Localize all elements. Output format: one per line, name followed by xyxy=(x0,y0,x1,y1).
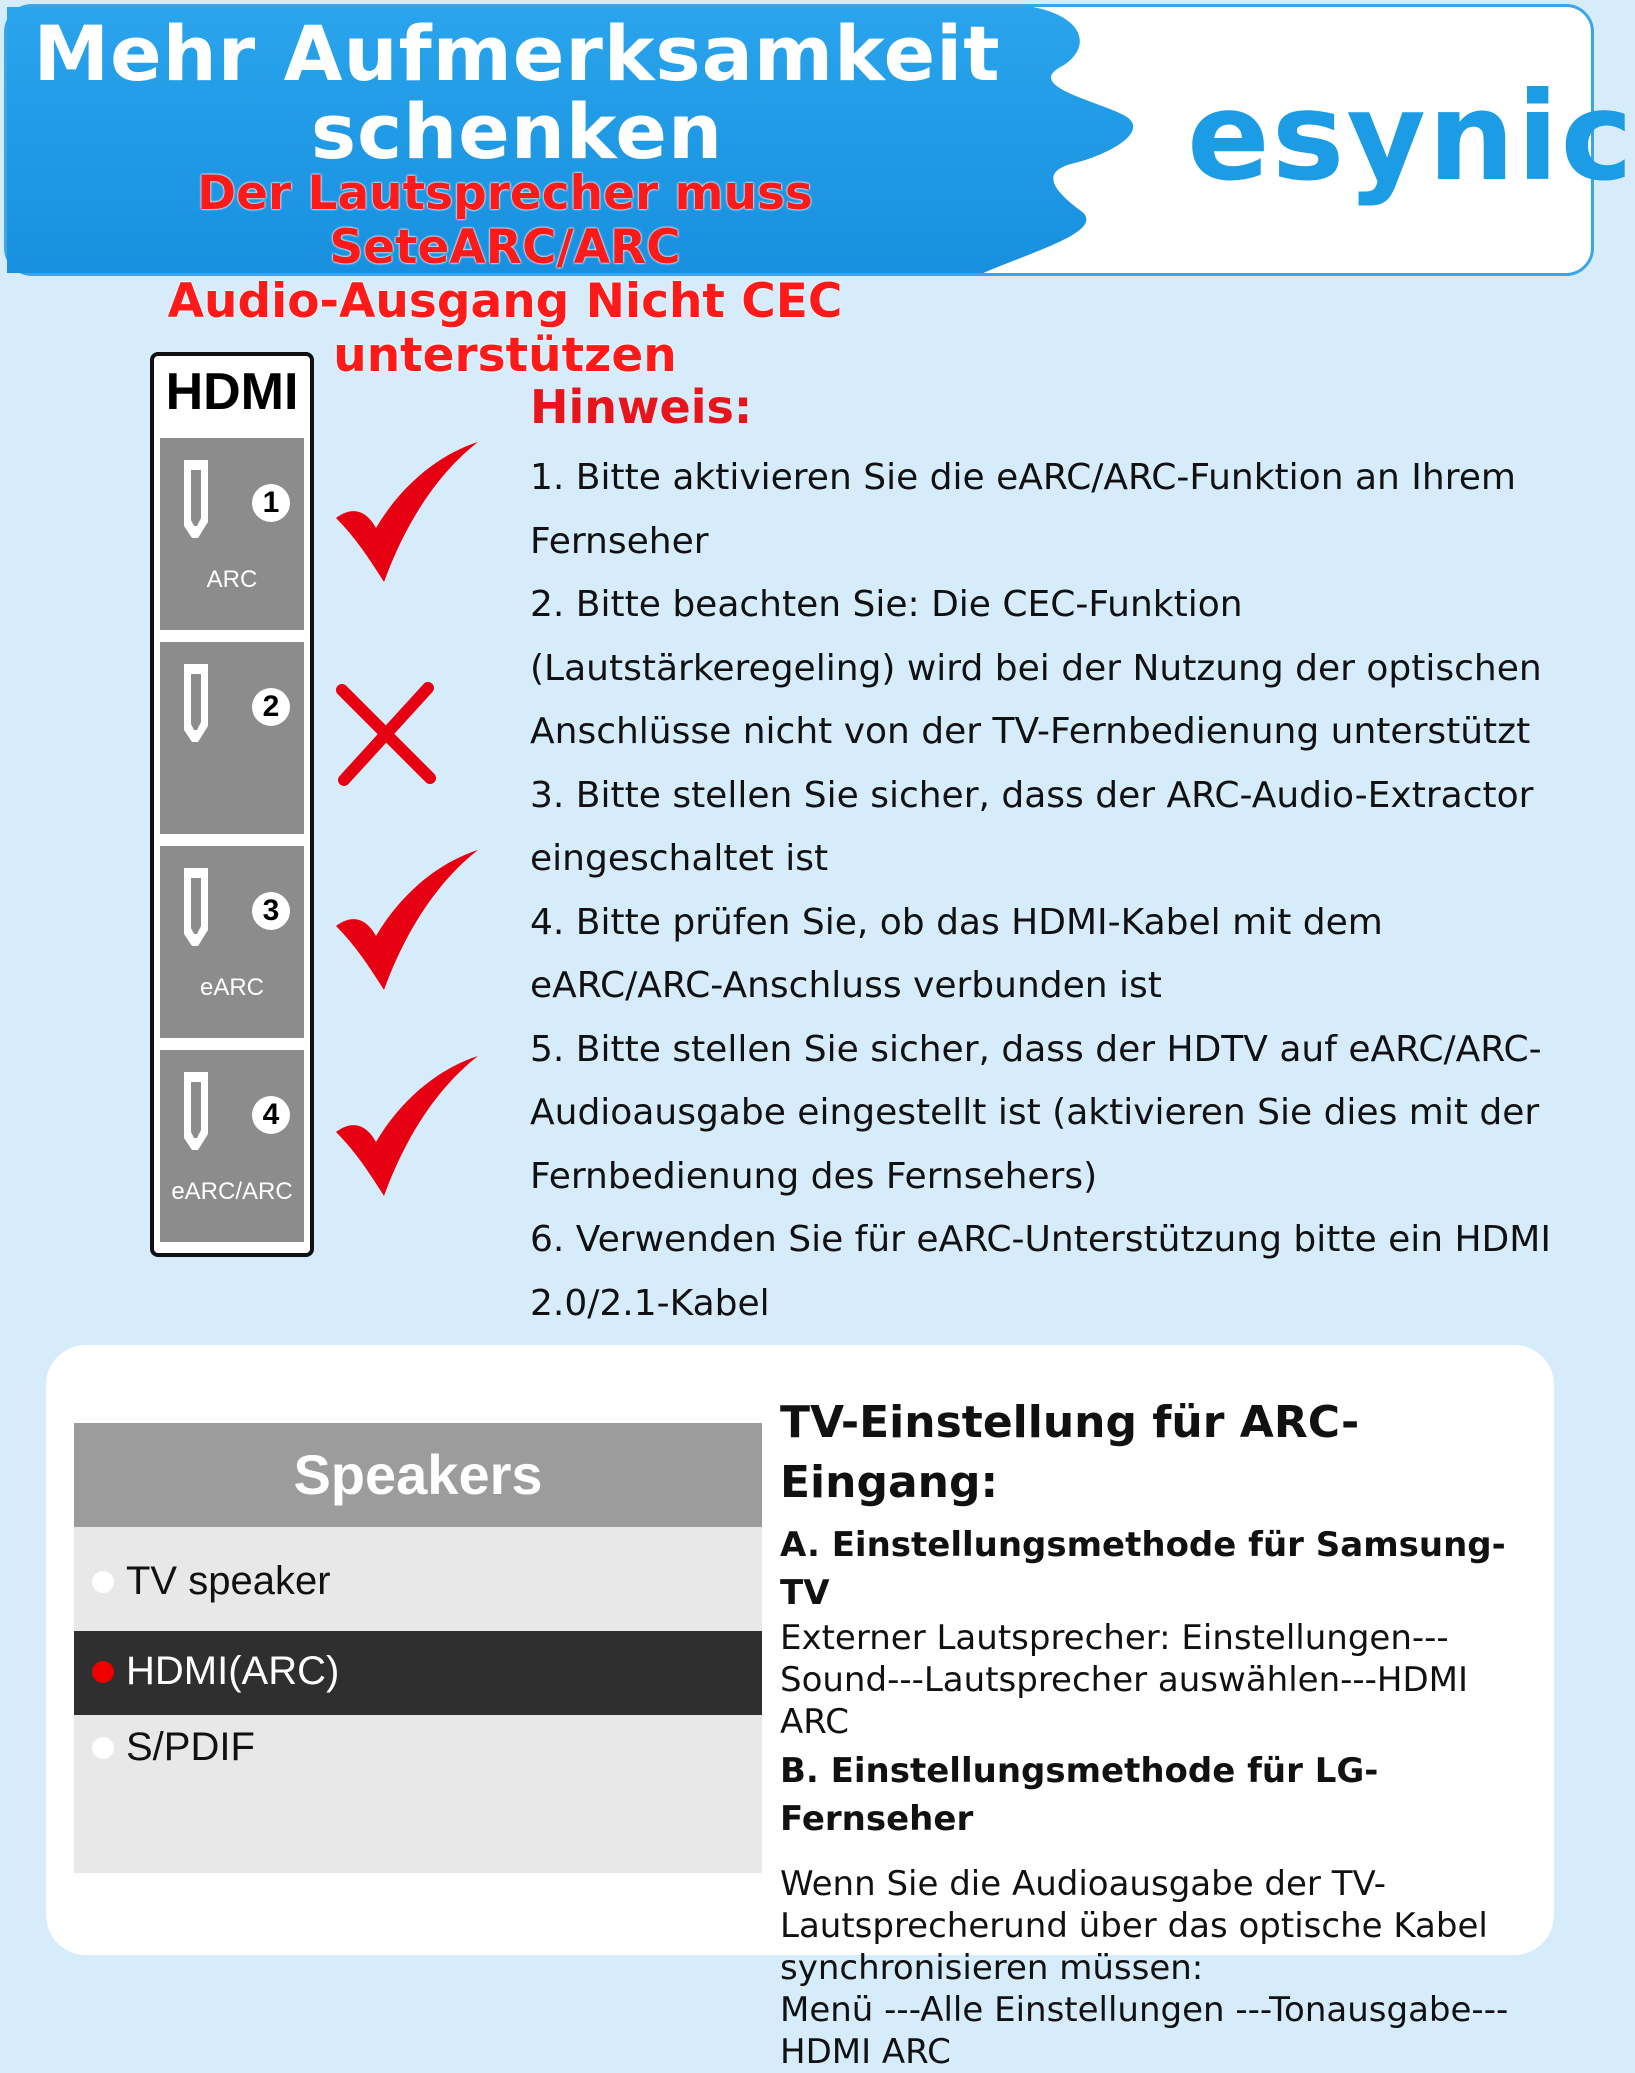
speakers-menu xyxy=(74,1423,762,1873)
checkmark-icon xyxy=(332,848,482,998)
checkmark-icon xyxy=(332,440,482,590)
hdmi-title: HDMI xyxy=(165,363,299,421)
tv-settings-heading: TV-Einstellung für ARC-Eingang: xyxy=(780,1397,1360,1508)
note-item: 1. Bitte aktivieren Sie die eARC/ARC-Funktion an Ihrem Fernseher xyxy=(530,457,1516,562)
cross-icon xyxy=(336,682,436,786)
hdmi-port-3 xyxy=(160,846,304,1038)
speaker-option-label: S/PDIF xyxy=(126,1725,255,1769)
lg-method-body: Wenn Sie die Audioausgabe der TV-Lautsprecherund über das optische Kabel synchronisieren müssen: xyxy=(780,1864,1488,1988)
speaker-option-label: TV speaker xyxy=(126,1559,331,1603)
settings-card xyxy=(46,1345,1554,2072)
radio-dot-selected-icon xyxy=(92,1661,114,1683)
note-item: 2. Bitte beachten Sie: Die CEC-Funktion (Lautstärkeregeling) wird bei der Nutzung der optischen Anschlüsse nicht von der TV-Fernbedienung unterstützt xyxy=(530,584,1542,752)
hdmi-port-icon xyxy=(182,866,210,948)
tv-settings-instructions xyxy=(780,1393,1550,2073)
samsung-method-body: Externer Lautsprecher: Einstellungen---Sound---Lautsprecher auswählen---HDMI ARC xyxy=(780,1618,1469,1742)
port-label: eARC/ARC xyxy=(171,1178,293,1205)
speaker-option-tv[interactable] xyxy=(74,1541,762,1621)
header-title-line1: Mehr Aufmerksamkeit xyxy=(33,9,1001,98)
radio-dot-icon xyxy=(92,1571,114,1593)
hdmi-port-panel xyxy=(150,352,314,1257)
speaker-option-label: HDMI(ARC) xyxy=(126,1649,340,1693)
port-number-badge: 2 xyxy=(252,688,290,726)
hdmi-port-icon xyxy=(182,662,210,744)
lg-method-path: Menü ---Alle Einstellungen ---Tonausgabe---HDMI ARC xyxy=(780,1990,1509,2072)
port-number-badge: 4 xyxy=(252,1096,290,1134)
brand-logo: esynic xyxy=(1187,66,1635,208)
note-item: 4. Bitte prüfen Sie, ob das HDMI-Kabel mit dem eARC/ARC-Anschluss verbunden ist xyxy=(530,901,1383,1006)
port-label: ARC xyxy=(206,566,258,593)
header-subtitle xyxy=(25,167,985,383)
notes-heading: Hinweis: xyxy=(530,380,753,434)
hdmi-port-icon xyxy=(182,458,210,540)
hdmi-port-icon xyxy=(182,1070,210,1152)
radio-dot-icon xyxy=(92,1737,114,1759)
speaker-option-spdif[interactable] xyxy=(74,1707,762,1787)
port-label: eARC xyxy=(199,974,265,1001)
checkmark-icon xyxy=(332,1054,482,1204)
note-item: 5. Bitte stellen Sie sicher, dass der HDTV auf eARC/ARC-Audioausgabe eingestellt ist (aktivieren Sie dies mit der Fernbedienung des Fernsehers) xyxy=(530,1028,1542,1197)
note-item: 6. Verwenden Sie für eARC-Unterstützung bitte ein HDMI 2.0/2.1-Kabel xyxy=(530,1219,1551,1324)
port-number-badge: 3 xyxy=(252,892,290,930)
samsung-method-title: A. Einstellungsmethode für Samsung-TV xyxy=(780,1525,1506,1613)
hdmi-port-1 xyxy=(160,438,304,630)
speaker-option-hdmi-arc[interactable] xyxy=(74,1631,762,1715)
header-subtitle-line2: Audio-Ausgang Nicht CEC unterstützen xyxy=(167,274,843,383)
lg-method-title: B. Einstellungsmethode für LG-Fernseher xyxy=(780,1751,1379,1839)
header-title xyxy=(27,9,1007,176)
header-subtitle-line1: Der Lautsprecher muss SeteARC/ARC xyxy=(197,166,813,275)
header-banner xyxy=(4,4,1635,383)
hdmi-port-4 xyxy=(160,1050,304,1242)
port-number-badge: 1 xyxy=(252,484,290,522)
note-item: 3. Bitte stellen Sie sicher, dass der ARC-Audio-Extractor eingeschaltet ist xyxy=(530,774,1534,879)
speakers-menu-title: Speakers xyxy=(74,1423,762,1527)
header-title-line2: schenken xyxy=(310,87,724,176)
notes-list xyxy=(530,446,1580,1335)
hdmi-port-2 xyxy=(160,642,304,834)
